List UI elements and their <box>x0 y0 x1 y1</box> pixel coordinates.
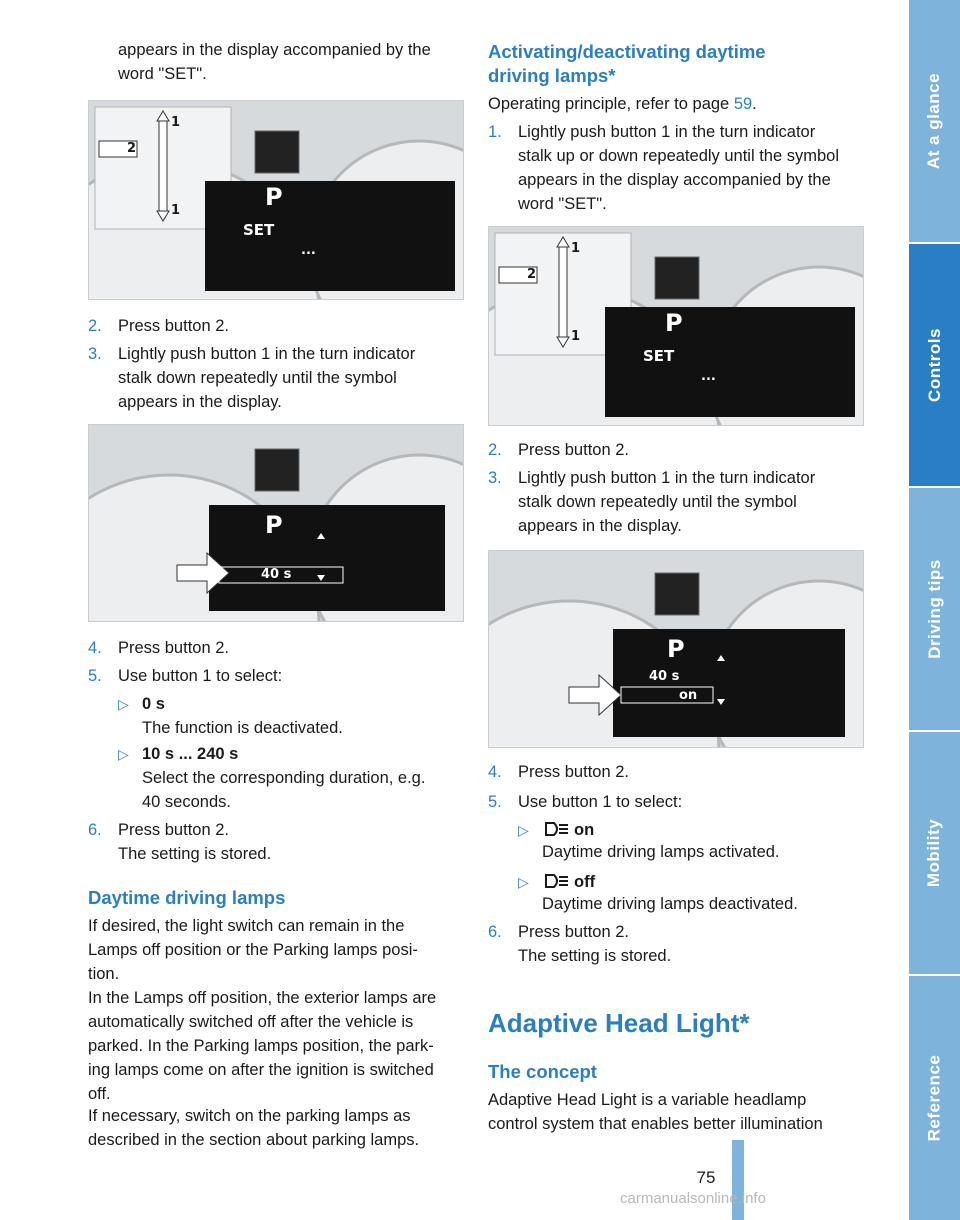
intro-line: word "SET". <box>118 65 207 83</box>
option-symbol: 10 s ... 240 s <box>142 745 239 763</box>
stalk-label-1: 1 <box>171 203 181 218</box>
paragraph-line: parked. In the Parking lamps position, the park- <box>88 1037 434 1055</box>
step-number: 2. <box>488 441 502 459</box>
step-text: Press button 2. <box>518 923 629 941</box>
paragraph-line: ing lamps come on after the ignition is switched <box>88 1061 434 1079</box>
sidebar-tab-label: Reference <box>924 1054 944 1142</box>
paragraph-line: If necessary, switch on the parking lamps as <box>88 1107 411 1125</box>
step-number: 1. <box>488 123 502 141</box>
step-note: The setting is stored. <box>118 845 272 863</box>
stalk-label-1: 1 <box>571 329 581 344</box>
step-number: 2. <box>88 317 102 335</box>
principle-text: Operating principle, refer to page <box>488 95 734 113</box>
stalk-label-1: 1 <box>571 241 581 256</box>
paragraph-line: In the Lamps off position, the exterior lamps are <box>88 989 437 1007</box>
figure-set-display <box>488 226 864 426</box>
sidebar-tab-label: Controls <box>924 328 944 402</box>
paragraph-line: automatically switched off after the vehicle is <box>88 1013 414 1031</box>
paragraph-line: Adaptive Head Light is a variable headlamp <box>488 1091 807 1109</box>
paragraph-line: off. <box>88 1085 111 1103</box>
step-text: stalk down repeatedly until the symbol <box>518 493 797 511</box>
step-text: Press button 2. <box>118 317 229 335</box>
step-text: Lightly push button 1 in the turn indicator <box>518 123 816 141</box>
step-text: appears in the display accompanied by the <box>518 171 831 189</box>
display-set-label: SET <box>643 347 675 365</box>
step-text: Press button 2. <box>518 763 629 781</box>
step-number: 3. <box>488 469 502 487</box>
display-duration: 40 s <box>261 567 292 582</box>
step-number: 4. <box>488 763 502 781</box>
stalk-label-2: 2 <box>127 141 137 156</box>
chapter-heading: Adaptive Head Light* <box>488 1008 750 1038</box>
step-number: 5. <box>488 793 502 811</box>
bullet-triangle-icon: ▷ <box>518 874 529 890</box>
sidebar-tab-mobility[interactable] <box>909 732 960 974</box>
option-symbol: 0 s <box>142 695 165 713</box>
display-dots: ... <box>301 243 316 258</box>
stalk-label-2: 2 <box>527 267 537 282</box>
display-p-label: P <box>265 183 283 211</box>
step-text: word "SET". <box>518 195 607 213</box>
figure-set-display <box>88 100 464 300</box>
option-description: The function is deactivated. <box>142 719 343 737</box>
step-text: stalk down repeatedly until the symbol <box>118 369 397 387</box>
display-on-label: on <box>679 688 698 703</box>
stalk-label-1: 1 <box>171 115 181 130</box>
option-description: Daytime driving lamps activated. <box>542 843 780 861</box>
paragraph-line: tion. <box>88 965 120 983</box>
sidebar-tab-at-a-glance[interactable] <box>909 0 960 242</box>
paragraph-line: control system that enables better illumination <box>488 1115 823 1133</box>
display-duration: 40 s <box>649 669 680 684</box>
paragraph-line: described in the section about parking lamps. <box>88 1131 420 1149</box>
display-p-label: P <box>667 635 685 663</box>
figure-duration-display <box>88 424 464 622</box>
step-number: 5. <box>88 667 102 685</box>
sidebar-tab-label: Mobility <box>924 818 944 888</box>
option-description: 40 seconds. <box>142 793 231 811</box>
chapter-sidebar <box>909 0 960 1220</box>
display-dots: ... <box>701 369 716 384</box>
figure-daytime-lamps-display <box>488 550 864 748</box>
display-p-label: P <box>265 511 283 539</box>
intro-line: appears in the display accompanied by the <box>118 41 431 59</box>
sidebar-tab-label: At a glance <box>924 72 944 170</box>
step-text: Press button 2. <box>118 821 229 839</box>
section-heading: driving lamps* <box>488 65 616 86</box>
step-text: stalk up or down repeatedly until the symbol <box>518 147 840 165</box>
bullet-triangle-icon: ▷ <box>118 696 129 712</box>
bullet-triangle-icon: ▷ <box>118 746 129 762</box>
step-text: Press button 2. <box>518 441 629 459</box>
step-number: 6. <box>88 821 102 839</box>
paragraph-line: Lamps off position or the Parking lamps posi- <box>88 941 418 959</box>
sidebar-tab-controls[interactable] <box>909 244 960 486</box>
option-description: Daytime driving lamps deactivated. <box>542 895 798 913</box>
option-symbol: on <box>574 821 595 839</box>
bullet-triangle-icon: ▷ <box>518 822 529 838</box>
page-link[interactable]: 59 <box>733 95 753 113</box>
sidebar-tab-label: Driving tips <box>924 559 944 659</box>
sidebar-tab-driving-tips[interactable] <box>909 488 960 730</box>
step-text: appears in the display. <box>518 517 682 535</box>
step-number: 6. <box>488 923 502 941</box>
option-symbol: off <box>574 873 596 891</box>
step-note: The setting is stored. <box>518 947 672 965</box>
page-number: 75 <box>696 1168 716 1187</box>
option-description: Select the corresponding duration, e.g. <box>142 769 426 787</box>
paragraph-line: If desired, the light switch can remain in the <box>88 917 405 935</box>
sidebar-tab-reference[interactable] <box>909 976 960 1220</box>
step-text: appears in the display. <box>118 393 282 411</box>
watermark: carmanualsonline.info <box>620 1190 766 1207</box>
principle-line <box>488 92 757 116</box>
step-text: Lightly push button 1 in the turn indicator <box>118 345 416 363</box>
section-heading: Activating/deactivating daytime <box>488 41 766 62</box>
sub-heading: The concept <box>488 1061 597 1082</box>
display-p-label: P <box>665 309 683 337</box>
step-number: 3. <box>88 345 102 363</box>
principle-end: . <box>752 95 757 113</box>
display-set-label: SET <box>243 221 275 239</box>
section-heading: Daytime driving lamps <box>88 887 286 908</box>
step-text: Lightly push button 1 in the turn indicator <box>518 469 816 487</box>
step-text: Use button 1 to select: <box>118 667 283 685</box>
step-number: 4. <box>88 639 102 657</box>
step-text: Press button 2. <box>118 639 229 657</box>
step-text: Use button 1 to select: <box>518 793 683 811</box>
